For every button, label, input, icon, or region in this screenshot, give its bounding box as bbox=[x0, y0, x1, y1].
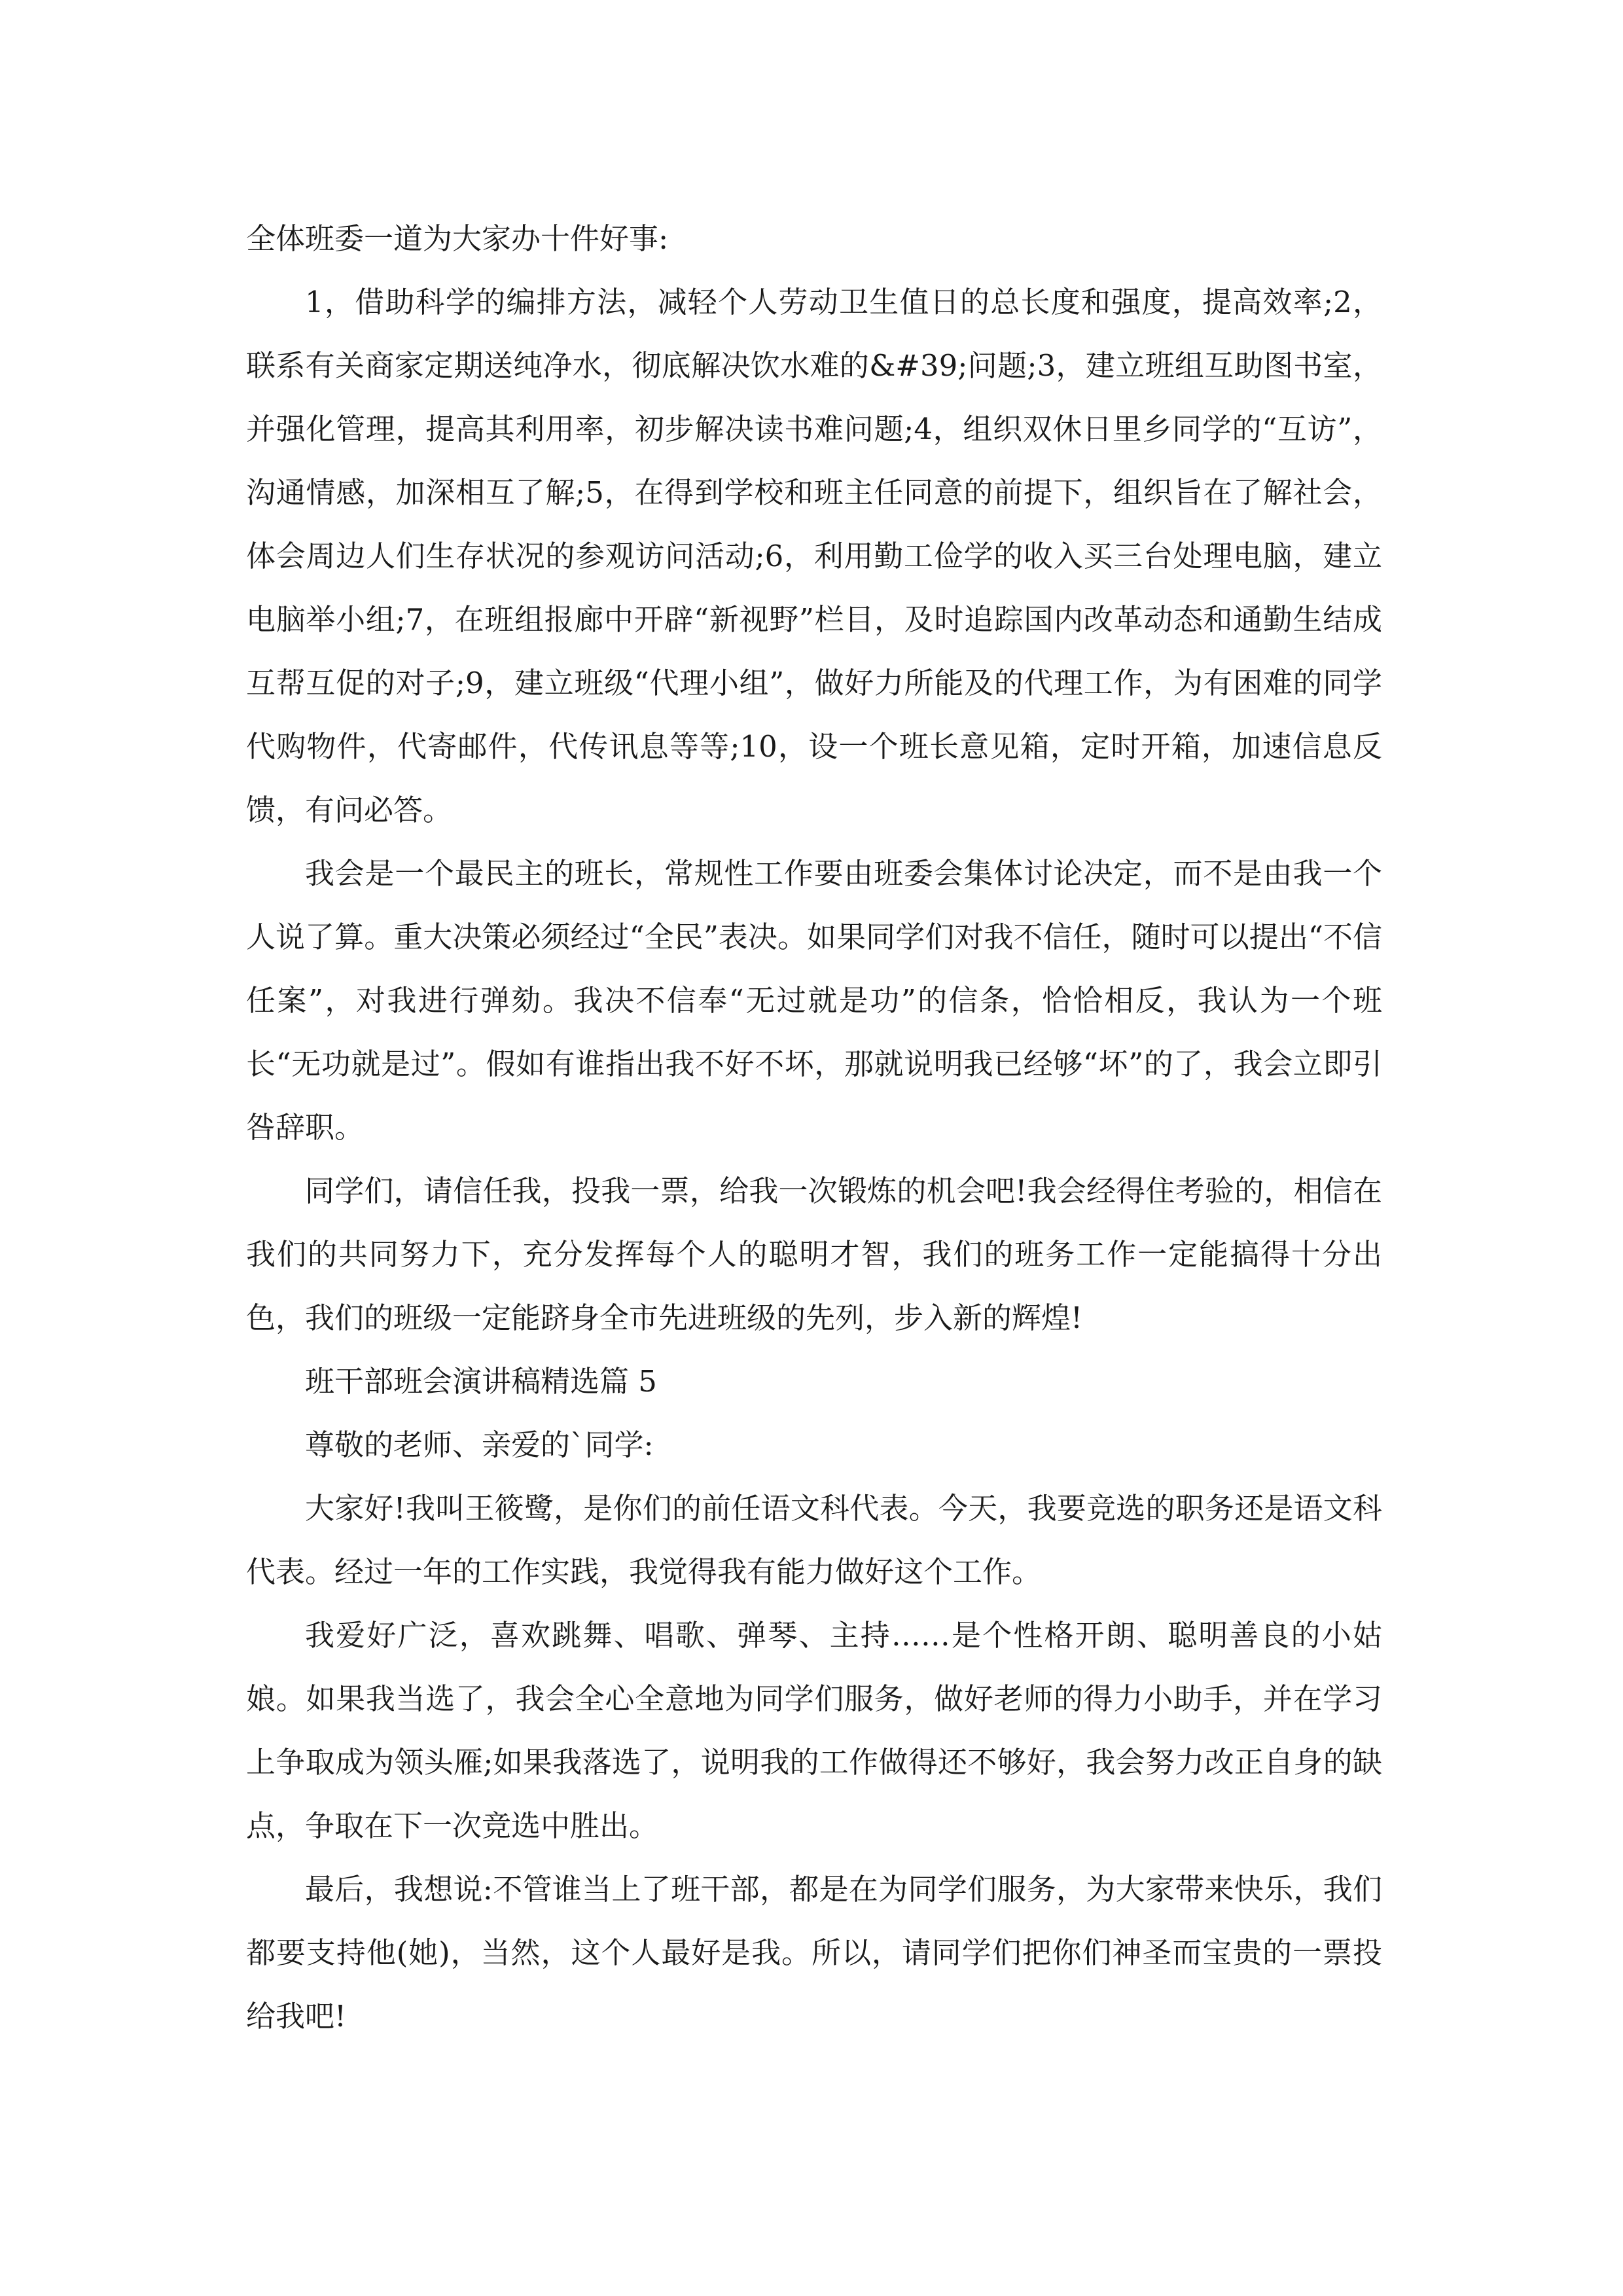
paragraph-democratic-monitor: 我会是一个最民主的班长，常规性工作要由班委会集体讨论决定，而不是由我一个人说了算。重大决策必须经过“全民”表决。如果同学们对我不信任，随时可以提出“不信任案”，对我进行弹劾。我决不信奉“无过就是功”的信条，恰恰相反，我认为一个班长“无功就是过”。假如有谁指出我不好不坏，那就说明我已经够“坏”的了，我会立即引咎辞职。 bbox=[246, 856, 1382, 1145]
document-body bbox=[246, 207, 1382, 2048]
section-heading: 班干部班会演讲稿精选篇 5 bbox=[305, 1364, 657, 1399]
paragraph-hobbies: 我爱好广泛，喜欢跳舞、唱歌、弹琴、主持……是个性格开朗、聪明善良的小姑娘。如果我当选了，我会全心全意地为同学们服务，做好老师的得力小助手，并在学习上争取成为领头雁;如果我落选了，说明我的工作做得还不够好，我会努力改正自身的缺点，争取在下一次竞选中胜出。 bbox=[246, 1618, 1382, 1843]
paragraph-intro: 全体班委一道为大家办十件好事: bbox=[246, 221, 669, 256]
paragraph-self-introduction: 大家好!我叫王筱鹭，是你们的前任语文科代表。今天，我要竞选的职务还是语文科代表。经过一年的工作实践，我觉得我有能力做好这个工作。 bbox=[246, 1491, 1382, 1589]
paragraph-salutation: 尊敬的老师、亲爱的`同学: bbox=[305, 1427, 654, 1462]
paragraph-ten-tasks: 1，借助科学的编排方法，减轻个人劳动卫生值日的总长度和强度，提高效率;2，联系有关商家定期送纯净水，彻底解决饮水难的&#39;问题;3，建立班组互助图书室，并强化管理，提高其利用率，初步解决读书难问题;4，组织双休日里乡同学的“互访”，沟通情感，加深相互了解;5，在得到学校和班主任同意的前提下，组织旨在了解社会，体会周边人们生存状况的参观访问活动;6，利用勤工俭学的收入买三台处理电脑，建立电脑举小组;7，在班组报廊中开辟“新视野”栏目，及时追踪国内改革动态和通勤生结成互帮互促的对子;9，建立班级“代理小组”，做好力所能及的代理工作，为有困难的同学代购物件，代寄邮件，代传讯息等等;10，设一个班长意见箱，定时开箱，加速信息反馈，有问必答。 bbox=[246, 285, 1382, 827]
paragraph-closing: 最后，我想说:不管谁当上了班干部，都是在为同学们服务，为大家带来快乐，我们都要支持他(她)，当然，这个人最好是我。所以，请同学们把你们神圣而宝贵的一票投给我吧! bbox=[246, 1872, 1382, 2034]
paragraph-vote-appeal: 同学们，请信任我，投我一票，给我一次锻炼的机会吧!我会经得住考验的，相信在我们的共同努力下，充分发挥每个人的聪明才智，我们的班务工作一定能搞得十分出色，我们的班级一定能跻身全市先进班级的先列，步入新的辉煌! bbox=[246, 1174, 1382, 1335]
